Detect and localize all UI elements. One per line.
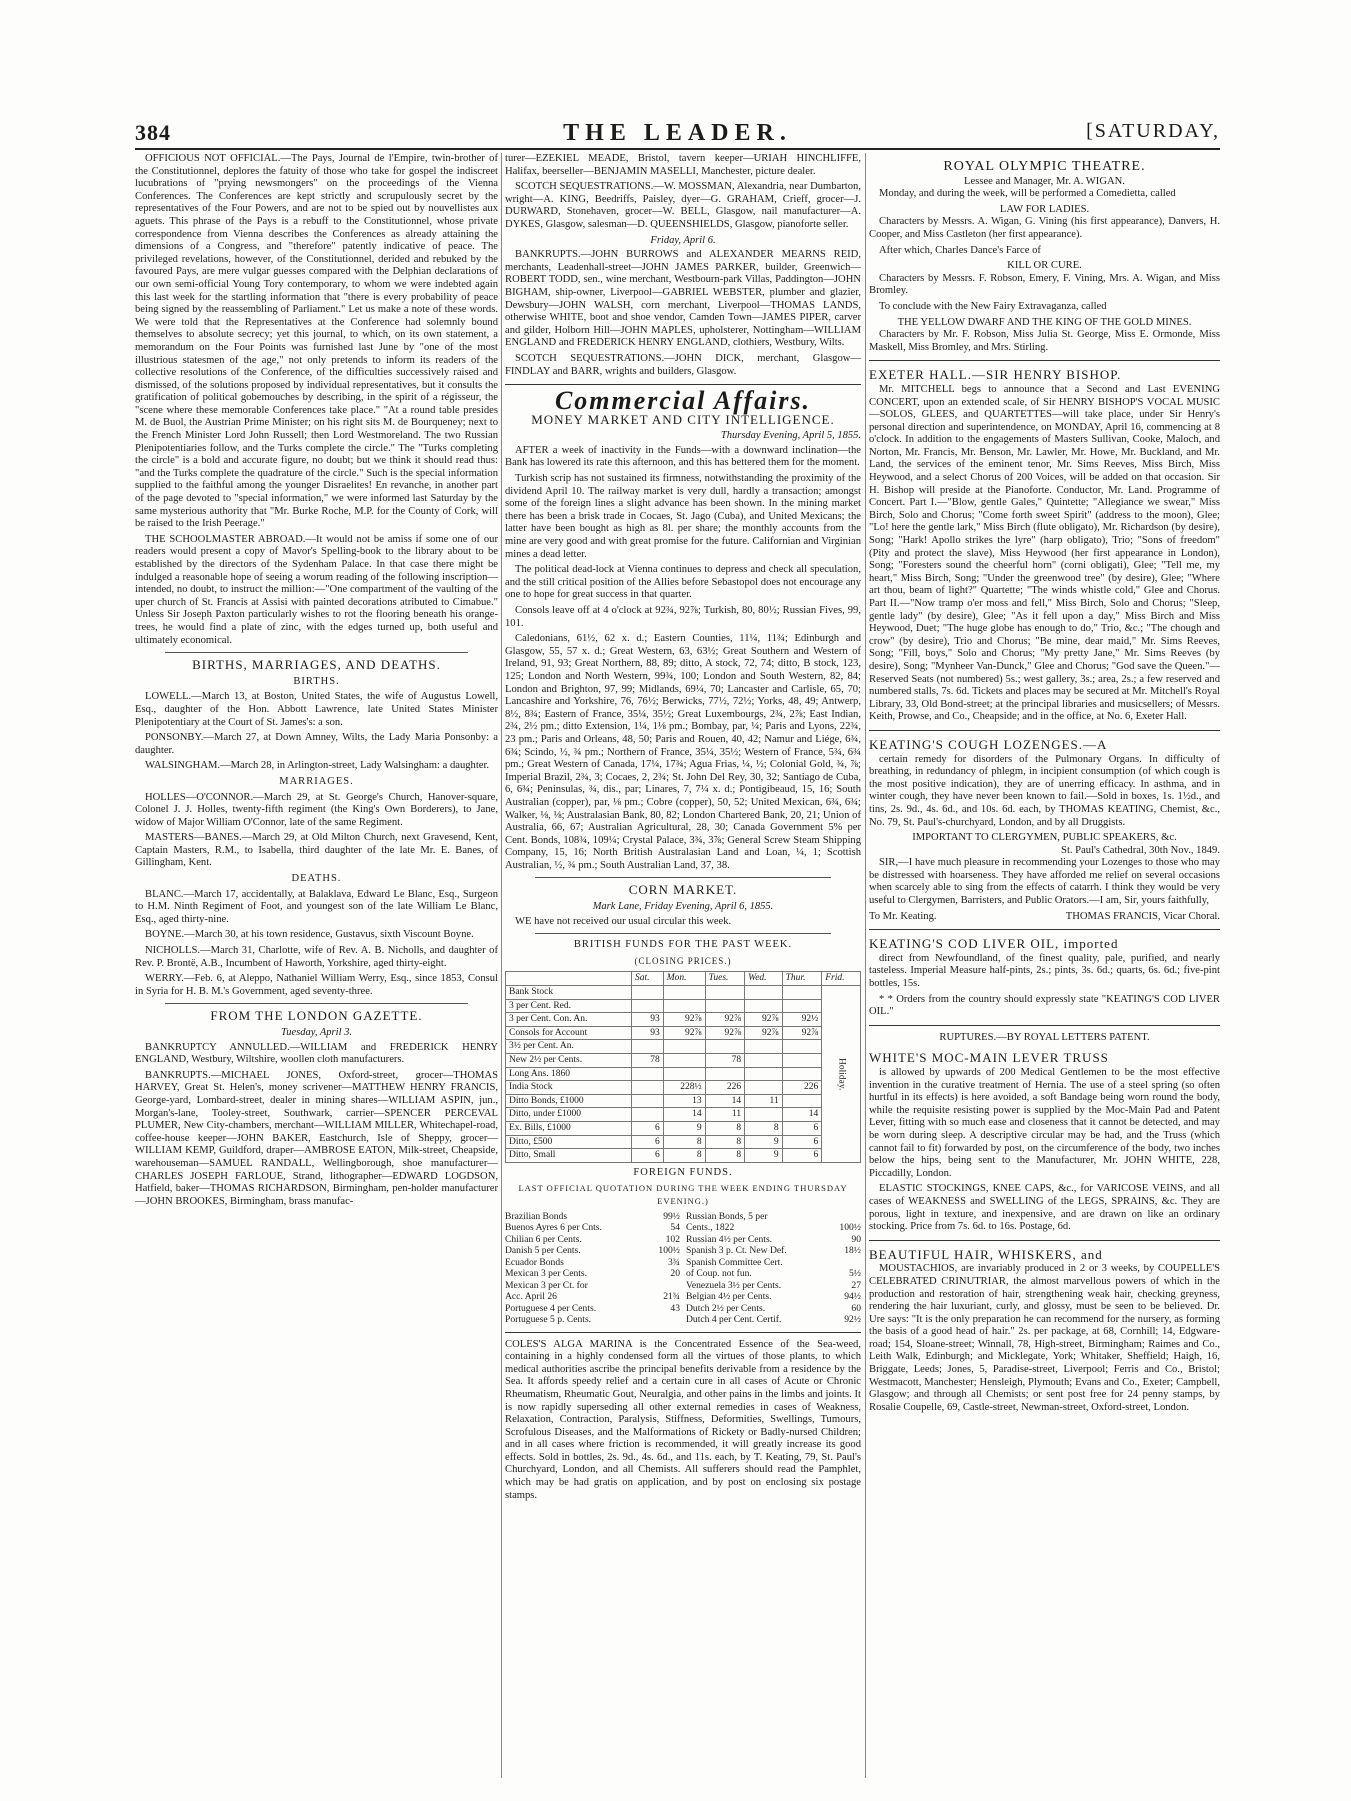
fund-price-cell [745, 1108, 782, 1122]
gazette-friday-bankrupts: BANKRUPTS.—JOHN BURROWS and ALEXANDER MEARNS REID, merchants, Leadenhall-street—JOHN JAMES PARKER, builder, Greenwich—ROBERT TODD, sen., wine merchant, Westbourn-park Villas, Paddington—JOHN BIGHAM, ship-owner, Liverpool—GABRIEL WEBSTER, plumber and glazier, Dewsbury—JOHN WALSH, corn merchant, Liverpool—THOMAS LANDS, otherwise WHITE, boot and shoe vendor, Camden Town—JAMES PIPER, carver and gilder, Holborn Hill—JOHN MAPLES, upholsterer, Nottingham—WILLIAM ENGLAND and FREDERICK HENRY ENGLAND, clothiers, Westbury, Wilts. [505, 249, 861, 349]
foreign-fund-row [505, 1222, 680, 1234]
fund-price-cell: 8 [745, 1121, 782, 1135]
ad-codliver-note: * * Orders from the country should expressly state "KEATING'S COD LIVER OIL." [869, 993, 1220, 1018]
fund-name-cell: Ditto, Small [506, 1149, 632, 1163]
foreign-fund-name: Belgian 4½ per Cents. [686, 1291, 772, 1303]
foreign-fund-price: 27 [851, 1279, 861, 1291]
article-officious: OFFICIOUS NOT OFFICIAL.—The Pays, Journal de l'Empire, twin-brother of the Constitutionnel, deplores the fatuity of those who take for gospel the indiscreet lucubrations of "prying newsmongers" on the proceedings of the Vienna Conferences. The Conferences are kept strictly and scrupulously secret by the representatives of the Four Powers, and are not to be spied out by nouvellistes aux aguets. This phrase of the Pays is a rebuff to the Constitutionnel, whose private correspondence from Vienna describes the Conferences as already attaining the dimensions of a Congress, and "therefore" patently indicative of peace. The privileged revelations, however, of the Constitutionnel, derided and rebuked by the favoured Pays, are mere vulgar guesses compared with the Delphian declarations of our own semi-official Young Tory contemporary, to whom we were indebted again this last week for the startling information that "there is every probability of peace being signed by the reassembling of Parliament." Let us make a note of these words. We were told that the Representatives at the Conference had solemnly bound themselves to absolute secrecy; yet this journal, to which, on its own statement, a memorandum on the Four Points was furnished last June by "one of the most illustrious statesmen of the age," not only pretends to inform its readers of the collective resolutions of the Conference, of the difficulties successively raised and dismissed, of the solutions proposed by individual representatives, but it consults the gratification of political gobemouches by describing, in the spirit of a régisseur, the "scene where these memorable Conferences take place." "At a round table presides M. de Buol, the Austrian Prime Minister; on his right sits M. de Bourqueney; next to the French Minister Lord John Russell; then Lord Westmoreland. The two Russian Plenipotentiaries follow, and the Turks complete the circle." The "Turks completing the circle" is a bold and accurate figure, no doubt; but we think it should read thus: "and the Turks complete the quadrature of the circle." Such is the special information supplied to the faithful among the younger Disraelites! En revanche, in another part of the page devoted to "special information," we were informed last Saturday by the same mysterious authority that "Mr. Burke Roche, M.P. for the County of Cork, will be raised to the Irish Peerage." [135, 153, 498, 530]
fund-price-cell: 6 [631, 1149, 663, 1163]
table-row [506, 1013, 861, 1027]
fund-name-cell: New 2½ per Cents. [506, 1054, 632, 1068]
fund-price-cell [745, 1067, 782, 1081]
table-header [506, 972, 632, 986]
foreign-fund-name: Ecuador Bonds [505, 1256, 564, 1268]
holiday-cell: Holiday. [822, 986, 861, 1163]
foreign-funds-table [505, 1211, 861, 1326]
foreign-fund-name: Danish 5 per Cents. [505, 1245, 581, 1257]
ad-olympic-play: LAW FOR LADIES. [999, 203, 1090, 215]
fund-price-cell: 8 [705, 1149, 745, 1163]
fund-price-cell [663, 1040, 705, 1054]
fund-price-cell: 8 [663, 1149, 705, 1163]
foreign-fund-name: Venezuela 3½ per Cents. [686, 1279, 782, 1291]
fund-price-cell [745, 1054, 782, 1068]
foreign-fund-price: 43 [670, 1302, 680, 1314]
foreign-fund-name: Chilian 6 per Cents. [505, 1233, 582, 1245]
section-rule [869, 360, 1220, 361]
foreign-fund-row [505, 1245, 680, 1257]
foreign-fund-price: 60 [851, 1302, 861, 1314]
ad-olympic-play: THE YELLOW DWARF AND THE KING OF THE GOLD MINES. [897, 316, 1192, 328]
money-paragraph: The political dead-lock at Vienna continues to depress and check all speculation, and the still critical position of the Allies before Sebastopol does not encourage any one to hope for great success in that quarter. [505, 564, 861, 601]
ad-hair-text: MOUSTACHIOS, are invariably produced in 2 or 3 weeks, by COUPELLE'S CELEBRATED CRINUTRIAR, the almost marvellous powers of which in the production and restoration of hair, strengthening weak hair, checking greyness, rendering the hair luxuriant, curly, and glossy, must be seen to be believed. Dr. Ure says: "It is the only preparation he can recommend for the nursery, as forming the basis of a good head of hair." 2s. per package, at 68, Cornhill; 14, Edgware-road; 154, Sloane-street; Winnall, 78, High-street, Birmingham; Raimes and Co., Leith Walk, Edinburgh; and Micklegate, York; Whitaker, Sheffield; Haigh, 16, Briggate, Leeds; Jones, 5, Paradise-street, Liverpool; Ferris and Co., Bristol; Westmacott, Manchester; Hensleigh, Plymouth; Evans and Co., Exeter; Campbell, Glasgow; and through all Chemists; or sent post free for 24 penny stamps, by Rosalie Coupelle, 69, Castle-street, Newman-street, Oxford-street, London. [869, 1263, 1220, 1413]
money-market-heading: MONEY MARKET AND CITY INTELLIGENCE. [531, 411, 835, 427]
fund-price-cell: 14 [705, 1094, 745, 1108]
ad-clergy-heading: IMPORTANT TO CLERGYMEN, PUBLIC SPEAKERS, &c. [912, 832, 1177, 844]
foreign-fund-row [686, 1280, 861, 1292]
foreign-fund-name: Mexican 3 per Ct. for [505, 1279, 588, 1291]
fund-price-cell: 92½ [782, 1013, 822, 1027]
foreign-fund-price: 54 [670, 1222, 680, 1234]
foreign-fund-name: Dutch 4 per Cent. Certif. [686, 1314, 782, 1326]
foreign-fund-row [686, 1291, 861, 1303]
ad-keating-text: certain remedy for disorders of the Pulmonary Organs. In difficulty of breathing, in redundancy of phlegm, in incipient consumption (of which cough is the most positive indication), they are of unerring efficacy. In asthma, and in winter cough, they have never been known to fail.—Sold in boxes, 1s. 1½d., and tins, 2s. 9d., 4s. 6d., and 10s. 6d. each, by THOMAS KEATING, Chemist, &c., No. 79, St. Paul's-churchyard, London, and by all Druggists. [869, 753, 1220, 828]
table-header: Frid. [822, 972, 861, 986]
table-row [506, 1067, 861, 1081]
ad-clergy-signer: THOMAS FRANCIS, Vicar Choral. [1065, 910, 1220, 922]
section-rule [505, 1332, 861, 1333]
fund-price-cell [782, 1054, 822, 1068]
foreign-funds-subheading: LAST OFFICIAL QUOTATION DURING THE WEEK ENDING THURSDAY EVENING.) [518, 1183, 848, 1206]
gazette-date: Tuesday, April 3. [281, 1027, 352, 1038]
column-divider [501, 153, 502, 1778]
foreign-fund-name: Brazilian Bonds [505, 1210, 568, 1222]
foreign-fund-price: 21¾ [663, 1291, 680, 1303]
foreign-fund-row [686, 1257, 861, 1269]
table-header: Thur. [782, 972, 822, 986]
foreign-fund-row [686, 1268, 861, 1280]
foreign-fund-price: 18½ [844, 1245, 861, 1257]
fund-price-cell: 11 [745, 1094, 782, 1108]
fund-price-cell [782, 1067, 822, 1081]
fund-price-cell: 92⅞ [663, 1026, 705, 1040]
ad-whites-heading: WHITE'S MOC-MAIN LEVER TRUSS [869, 1050, 1109, 1066]
fund-name-cell: Long Ans. 1860 [506, 1067, 632, 1081]
money-market-date: Thursday Evening, April 5, 1855. [720, 430, 861, 442]
section-rule [535, 933, 831, 934]
column-two [505, 153, 861, 1793]
fund-price-cell [631, 986, 663, 1000]
foreign-fund-price: 3¾ [668, 1256, 680, 1268]
article-schoolmaster: THE SCHOOLMASTER ABROAD.—It would not be amiss if some one of our readers would present a copy of Mavor's Spelling-book to the library about to be established by the directors of the Sydenham Palace. In that case there might be indulged a reasonable hope of seeing a worum reading of the following inscription—intended, no doubt, to instruct the million:—"One compartment of the vaulting of the uper church of St. Francis at Assisi with painted decorations atributed to Cimabue." Unless Sir Joseph Paxton particularly wishes to rot the flooring beneath his orange-trees, he would find a plate of zinc, with the edges turned up, both useful and ultimately economical. [135, 533, 498, 646]
fund-price-cell [631, 1067, 663, 1081]
fund-price-cell: 6 [782, 1149, 822, 1163]
fund-price-cell [782, 1094, 822, 1108]
notice-death: NICHOLLS.—March 31, Charlotte, wife of Rev. A. B. Nicholls, and daughter of Rev. P. Brontë, A.B., Incumbent of Haworth, Yorkshire, aged thirty-eight. [135, 945, 498, 969]
fund-price-cell [663, 1067, 705, 1081]
british-funds-subheading: (CLOSING PRICES.) [634, 955, 732, 966]
fund-price-cell: 9 [745, 1149, 782, 1163]
table-row [506, 1094, 861, 1108]
fund-price-cell: 78 [631, 1054, 663, 1068]
table-row [506, 1040, 861, 1054]
fund-price-cell: 92⅞ [663, 1013, 705, 1027]
ad-hair-heading: BEAUTIFUL HAIR, WHISKERS, and [869, 1246, 1103, 1262]
fund-price-cell: 92⅞ [705, 1026, 745, 1040]
foreign-fund-name: Portuguese 5 p. Cents. [505, 1314, 592, 1326]
foreign-fund-price: 100½ [839, 1222, 861, 1234]
fund-price-cell [663, 1054, 705, 1068]
section-heading-bmd: BIRTHS, MARRIAGES, AND DEATHS. [192, 657, 441, 673]
foreign-fund-row [686, 1234, 861, 1246]
notice-birth: LOWELL.—March 13, at Boston, United States, the wife of Augustus Lowell, Esq., daughter of the Hon. Abbott Lawrence, late United States Minister Plenipotentiary at the Court of St. James's: a son. [135, 691, 498, 728]
fund-price-cell: 6 [782, 1135, 822, 1149]
notice-death: WERRY.—Feb. 6, at Aleppo, Nathaniel William Werry, Esq., since 1853, Consul in Syria for H. B. M.'s Government, aged seventy-three. [135, 973, 498, 997]
fund-price-cell: 14 [782, 1108, 822, 1122]
table-row [506, 1149, 861, 1163]
british-funds-heading: BRITISH FUNDS FOR THE PAST WEEK. [573, 939, 793, 951]
fund-price-cell [782, 1040, 822, 1054]
fund-price-cell: 6 [631, 1135, 663, 1149]
table-row [506, 986, 861, 1000]
fund-price-cell [745, 986, 782, 1000]
fund-price-cell [663, 999, 705, 1013]
section-heading-commercial: Commercial Affairs. [554, 386, 812, 416]
foreign-fund-row [505, 1314, 680, 1326]
gazette-annulled: BANKRUPTCY ANNULLED.—WILLIAM and FREDERICK HENRY ENGLAND, Westbury, Wiltshire, woollen cloth manufacturers. [135, 1041, 498, 1066]
gazette-bankrupts: BANKRUPTS.—MICHAEL JONES, Oxford-street, grocer—THOMAS HARVEY, Great St. Helen's, money scrivener—MATTHEW HENRY FRANCIS, George-yard, Lombard-street, dealer in mining shares—WILLIAM ASPIN, jun., Morgan's-lane, Tooley-street, Southwark, carrier—SPENCER PERCEVAL PLUMER, New City-chambers, merchant—WILLIAM MILLER, Whitechapel-road, coffee-house keeper—JOHN BAKER, Eastchurch, Isle of Sheppy, grocer—WILLIAM KEMP, Guildford, draper—AMBROSE EATON, Milk-street, Cheapside, warehouseman—SAMUEL RANDALL, Wellingborough, shoe manufacturer—CHARLES JOSEPH FARLOUE, Strand, lithographer—EDWARD LOGDSON, Hatfield, baker—THOMAS RICHARDSON, Birmingham, pen-holder manufacturer—JOHN BROOKES, Birmingham, brass manufac- [135, 1069, 498, 1207]
ad-olympic-text: Characters by Messrs. A. Wigan, G. Vining (his first appearance), Danvers, H. Cooper, and Miss Castleton (her first appearance). [869, 216, 1220, 240]
ad-exeter-text: Mr. MITCHELL begs to announce that a Second and Last EVENING CONCERT, upon an extended scale, of Sir HENRY BISHOP'S VOCAL MUSIC—SOLOS, GLEES, and QUARTETTES—will take place, under Sir Henry's personal direction and superintendence, on MONDAY, April 16, commencing at 8 o'clock. In addition to the engagements of Masters Sullivan, Cooke, Maloch, and Norton, Mr. Francis, Mr. Benson, Mr. Lawler, Mr. Howe, Mr. Buckland, and Mr. Land, the services of the eminent tenor, Mr. Sims Reeves, Miss Birch, Miss Heywood, and a select Chorus of 200 Voices, will be added on that occasion. Sir H. Bishop will preside at the Pianoforte. Conductor, Mr. Land. Programme of Concert. Part I.—"Blow, gentle Gales," Quintette; "Allegiance we swear," Miss Birch, Solo and Chorus; "Come forth sweet Spirit" (address to the moon), Glee; "Lo! here the gentle lark," Miss Birch (flute obligato), Mr. Richardson (by desire), Song; "Hark! Apollo strikes the lyre" (harp obligato), Trio; "Sons of freedom" (Pity and protect the slave), Miss Heywood (her first appearance in London), Song; "Foresters sound the cheerful horn" (corni obligati), Glee; "Tell me, my heart," Miss Birch, Song; "Under the greenwood tree" (by desire), Glee; "Where art thou, beam of light?" Quartette; "The winds whistle cold," Glee and Chorus. Part II.—"Now tramp o'er moss and fell," Miss Birch, Solo and Chorus; "Sleep, gentle lady" (by desire), Glee; "As it fell upon a day," Miss Birch and Miss Heywood, Duet; "The huge globe has enough to do," Trio, &c.; "The chough and crow" (by desire), Trio and Chorus; "Be mine, dear maid," Mr. Sims Reeves, Song; "Fill, boys," Solo and Chorus; "My pretty Jane," Mr. Sims Reeves (by desire), Song; "Mynheer Van-Dunck," Glee and Chorus; "God save the Queen."—Reserved Seats (not numbered) 5s.; west gallery, 3s.; area, 2s.; a few reserved and numbered stalls, 7s. 6d. Tickets and places may be secured at Mr. Mitchell's Royal Library, 33, Old Bond-street; at the principal libraries and musicsellers; of Messrs. Keith, Prowse, and Co., Cheapside; and in the office, at No. 6, Exeter Hall. [869, 383, 1220, 723]
foreign-fund-row [686, 1314, 861, 1326]
fund-price-cell [745, 1040, 782, 1054]
fund-price-cell [631, 1040, 663, 1054]
ad-clergy-date: St. Paul's Cathedral, 30th Nov., 1849. [1061, 844, 1220, 856]
fund-price-cell [631, 1094, 663, 1108]
table-row [506, 1121, 861, 1135]
foreign-fund-row [505, 1257, 680, 1269]
section-heading-gazette: FROM THE LONDON GAZETTE. [210, 1008, 423, 1024]
fund-price-cell: 92⅞ [705, 1013, 745, 1027]
ad-olympic-text: To conclude with the New Fairy Extravaganza, called [879, 300, 1107, 312]
foreign-fund-name: Russian Bonds, 5 per [686, 1210, 768, 1222]
fund-price-cell: 8 [705, 1135, 745, 1149]
foreign-fund-name: Acc. April 26 [505, 1291, 557, 1303]
foreign-fund-price: 20 [670, 1268, 680, 1280]
section-rule [535, 877, 831, 878]
column-divider [865, 153, 866, 1778]
foreign-fund-price: 90 [851, 1233, 861, 1245]
foreign-fund-price: 100½ [658, 1245, 680, 1257]
fund-price-cell [782, 999, 822, 1013]
fund-price-cell: 92⅞ [782, 1026, 822, 1040]
fund-price-cell: 93 [631, 1026, 663, 1040]
fund-price-cell: 228½ [663, 1081, 705, 1095]
table-row [506, 1054, 861, 1068]
table-row [506, 999, 861, 1013]
foreign-fund-row [686, 1303, 861, 1315]
foreign-fund-row [505, 1291, 680, 1303]
notice-marriage: MASTERS—BANES.—March 29, at Old Milton Church, next Gravesend, Kent, Captain Masters, R.M., to Isabella, third daughter of the late Mr. E. Banes, of Gillingham, Kent. [135, 832, 498, 869]
fund-price-cell: 6 [782, 1121, 822, 1135]
money-paragraph: Caledonians, 61½, 62 x. d.; Eastern Counties, 11¼, 11¾; Edinburgh and Glasgow, 55, 57 x. d.; Great Western, 63, 63½; Great Southern and Western of Ireland, 91, 93; Great Northern, 88, 89; ditto, A stock, 72, 74; ditto, B stock, 123, 125; London and North Western, 99¾, 100; London and South Western, 82, 84; London and Brighton, 97, 99; Midlands, 69¼, 70; Lancaster and Carlisle, 65, 70; Lancashire and Yorkshire, 76, 76½; Berwicks, 77½, 72½; Yorks, 48, 49; Antwerp, 8½, 8¾; Eastern of France, 35¼, 35½; Great Luxembourgs, 2¾, 2⅞; East Indian, 2¾, 2½ pm.; ditto Extension, 1¼, 1⅛ pm.; Bombay, par, ¼; Paris and Lyons, 22¾, 23 pm.; Paris and Orleans, 48, 50; Paris and Rouen, 40, 42; Namur and Liége, 6¾, 6¾; Scindo, ½, ¾ pm.; Northern of France, 35¼, 35½; Western of France, 5¾, 6¾ pm.; Great Western of Canada, 17¼, 17¾; Agua Frias, ¼, ½; Colonial Gold, ¾, ⅞; Imperial Brazil, 2¾, 3; Cocaes, 2, 2¾; St. John Del Rey, 30, 32; Santiago de Cuba, 6, 6¾; Peninsulas, ¾, dis., par; Linares, 7, 7¼ x. d.; Pontigibeaud, 15, 16; South Australian (copper), par, ⅛ pm.; Cobre (copper), 50, 52; United Mexican, 6¾, 6¾; Walker, ⅛, ⅛; Australasian Bank, 80, 82; London Chartered Bank, 20, 21; Union of Australia, 66, 67; Australian Agricultural, 28, 30; Canada Government 5% per Cent. Bonds, 108¾, 109¼; Crystal Palace, 3¾, 3⅞; General Screw Steam Shipping Company, 15, 16; North British Australasian Land and Loan, ¼, 1; Scottish Australian, ½, ¾ pm.; South Australian Land, 37, 38. [505, 633, 861, 871]
foreign-fund-name: of Coup. not fun. [686, 1268, 752, 1280]
subheading-births: BIRTHS. [293, 675, 340, 687]
table-header: Mon. [663, 972, 705, 986]
gazette-friday-date: Friday, April 6. [650, 234, 716, 246]
ad-exeter-heading: EXETER HALL.—SIR HENRY BISHOP. [869, 367, 1122, 383]
fund-price-cell [705, 1040, 745, 1054]
fund-name-cell: Bank Stock [506, 986, 632, 1000]
section-rule [869, 1025, 1220, 1026]
fund-name-cell: India Stock [506, 1081, 632, 1095]
fund-price-cell: 92⅞ [745, 1013, 782, 1027]
fund-price-cell [782, 986, 822, 1000]
fund-price-cell [631, 999, 663, 1013]
foreign-fund-row [686, 1245, 861, 1257]
foreign-fund-row [505, 1303, 680, 1315]
ad-olympic-text: Characters by Messrs. F. Robson, Emery, F. Vining, Mrs. A. Wigan, and Miss Bromley. [869, 272, 1220, 297]
ad-olympic-text: Monday, and during the week, will be performed a Comedietta, called [879, 188, 1176, 200]
fund-price-cell: 9 [745, 1135, 782, 1149]
ad-olympic-heading: ROYAL OLYMPIC THEATRE. [943, 159, 1146, 174]
fund-price-cell: 78 [705, 1054, 745, 1068]
fund-name-cell: Ditto, under £1000 [506, 1108, 632, 1122]
ad-olympic-text: After which, Charles Dance's Farce of [879, 244, 1041, 256]
foreign-fund-row [505, 1268, 680, 1280]
foreign-fund-row [686, 1222, 861, 1234]
ad-olympic-text: Characters by Mr. F. Robson, Miss Julia St. George, Miss E. Ormonde, Miss Maskell, Miss Bromley, and Mrs. Stirling. [869, 329, 1220, 353]
fund-price-cell: 13 [663, 1094, 705, 1108]
foreign-fund-name: Russian 4½ per Cents. [686, 1233, 773, 1245]
fund-name-cell: 3 per Cent. Red. [506, 999, 632, 1013]
section-rule [505, 384, 861, 385]
british-funds-table [505, 971, 861, 1162]
fund-name-cell: 3½ per Cent. An. [506, 1040, 632, 1054]
page-number: 384 [135, 120, 171, 145]
table-header-row [506, 972, 861, 986]
fund-price-cell [663, 986, 705, 1000]
ad-olympic-lessee: Lessee and Manager, Mr. A. WIGAN. [964, 175, 1125, 187]
fund-price-cell: 226 [705, 1081, 745, 1095]
foreign-funds-right [686, 1211, 861, 1326]
ad-coles-alga-marina: COLES'S ALGA MARINA is the Concentrated Essence of the Sea-weed, containing in a highly condensed form all the virtues of those plants, to which medical authorities ascribe the principal benefits derivable from a residence by the Sea. It affords speedy relief and a certain cure in all cases of Acute or Chronic Rheumatism, Rheumatic Gout, Neuralgia, and other pains in the limbs and joints. It is now rapidly superseding all other external remedies in cases of Weakness, Relaxation, Contraction, Paralysis, Stiffness, Deformities, Swellings, Tumours, Scrofulous Diseases, and the Malformations of Rickety or Badly-nursed Children; and in all cases where friction is recommended, it will greatly increase its good effects. Sold in bottles, 2s. 9d., 4s. 6d., and 11s. each, by T. Keating, 79, St. Paul's Churchyard, London, and all Chemists. All sufferers should read the Pamphlet, which may be had gratis on application, and by post on enclosing six postage stamps. [505, 1338, 861, 1501]
foreign-fund-name: Cents., 1822 [686, 1222, 735, 1234]
section-rule [869, 929, 1220, 930]
fund-price-cell [631, 1081, 663, 1095]
subheading-deaths: DEATHS. [291, 873, 342, 885]
section-rule [869, 1240, 1220, 1241]
notice-birth: WALSINGHAM.—March 28, in Arlington-street, Lady Walsingham: a daughter. [145, 760, 490, 772]
gazette-continued: turer—EZEKIEL MEADE, Bristol, tavern keeper—URIAH HINCHLIFFE, Halifax, beerseller—BENJAMIN MASELLI, Manchester, picture dealer. [505, 153, 861, 177]
foreign-fund-price: 92½ [844, 1314, 861, 1326]
fund-name-cell: Ditto Bonds, £1000 [506, 1094, 632, 1108]
ad-rupture-heading: RUPTURES.—BY ROYAL LETTERS PATENT. [939, 1031, 1150, 1043]
fund-price-cell: 93 [631, 1013, 663, 1027]
foreign-funds-heading: FOREIGN FUNDS. [633, 1166, 733, 1178]
ad-elastic-text: ELASTIC STOCKINGS, KNEE CAPS, &c., for VARICOSE VEINS, and all cases of WEAKNESS and SWELLING of the LEGS, SPRAINS, &c. They are porous, light in texture, and inexpensive, and are drawn on like an ordinary stocking. Price from 7s. 6d. to 16s. Postage, 6d. [869, 1183, 1220, 1233]
foreign-fund-name: Spanish Committee Cert. [686, 1256, 783, 1268]
section-rule [165, 652, 468, 653]
corn-market-heading: CORN MARKET. [628, 882, 738, 898]
column-three [869, 153, 1220, 1793]
table-row [506, 1135, 861, 1149]
table-row [506, 1081, 861, 1095]
fund-price-cell: 8 [663, 1135, 705, 1149]
fund-price-cell [705, 986, 745, 1000]
foreign-fund-row [505, 1280, 680, 1292]
fund-price-cell [705, 1067, 745, 1081]
notice-death: BOYNE.—March 30, at his town residence, Gustavus, sixth Viscount Boyne. [145, 929, 474, 941]
fund-price-cell: 9 [663, 1121, 705, 1135]
notice-death: BLANC.—March 17, accidentally, at Balaklava, Edward Le Blanc, Esq., Surgeon to H.M. Ninth Regiment of Foot, and youngest son of the late William Le Blanc, Esq., aged thirty-nine. [135, 888, 498, 925]
fund-price-cell: 8 [705, 1121, 745, 1135]
fund-name-cell: 3 per Cent. Con. An. [506, 1013, 632, 1027]
fund-price-cell [631, 1108, 663, 1122]
fund-price-cell: 11 [705, 1108, 745, 1122]
ad-codliver-heading: KEATING'S COD LIVER OIL, imported [869, 936, 1119, 952]
fund-price-cell: 6 [631, 1121, 663, 1135]
section-rule [165, 1003, 468, 1004]
foreign-fund-row [505, 1211, 680, 1223]
fund-name-cell: Ex. Bills, £1000 [506, 1121, 632, 1135]
fund-price-cell [745, 1081, 782, 1095]
gazette-friday-scotch: SCOTCH SEQUESTRATIONS.—JOHN DICK, merchant, Glasgow—FINDLAY and BARR, wrights and builders, Glasgow. [505, 352, 861, 377]
fund-price-cell [745, 999, 782, 1013]
foreign-fund-name: Buenos Ayres 6 per Cnts. [505, 1222, 602, 1234]
table-header: Wed. [745, 972, 782, 986]
fund-price-cell [705, 999, 745, 1013]
foreign-fund-price: 5½ [849, 1268, 861, 1280]
foreign-fund-row [505, 1234, 680, 1246]
foreign-fund-name: Mexican 3 per Cents. [505, 1268, 588, 1280]
ad-olympic-play: KILL OR CURE. [1007, 260, 1082, 272]
ad-whites-text: is allowed by upwards of 200 Medical Gentlemen to be the most effective invention in the curative treatment of Hernia. The use of a steel spring (so often hurtful in its effects) is here avoided, a soft Bandage being worn round the body, while the requisite resisting power is supplied by the Moc-Main Pad and Patent Lever, fitting with so much ease and closeness that it cannot be detected, and may be worn during sleep. A descriptive circular may be had, and the Truss (which cannot fail to fit) forwarded by post, on the circumference of the body, two inches below the hips, being sent to the Manufacturer, Mr. JOHN WHITE, 228, Piccadilly, London. [869, 1067, 1220, 1179]
foreign-funds-left [505, 1211, 680, 1326]
fund-price-cell: 14 [663, 1108, 705, 1122]
foreign-fund-name: Dutch 2½ per Cents. [686, 1302, 766, 1314]
newspaper-title: THE LEADER. [563, 120, 792, 146]
fund-price-cell: 226 [782, 1081, 822, 1095]
british-funds-rows [506, 986, 861, 1163]
masthead-rule [135, 148, 1220, 150]
section-rule [869, 730, 1220, 731]
money-paragraph: Consols leave off at 4 o'clock at 92¾, 92⅞; Turkish, 80, 80½; Russian Fives, 99, 101. [505, 605, 861, 629]
gazette-scotch: SCOTCH SEQUESTRATIONS.—W. MOSSMAN, Alexandria, near Dumbarton, wright—A. KING, Beedriffs, Paisley, dyer—G. GRAHAM, Crieff, grocer—J. DURWARD, Stonehaven, grocer—W. BELL, Glasgow, nail manufacturer—A. DYKES, Glasgow, salesman—D. QUEENSHIELDS, Glasgow, pianoforte seller. [505, 181, 861, 230]
table-header: Tues. [705, 972, 745, 986]
foreign-fund-price: 99½ [663, 1210, 680, 1222]
foreign-fund-row [686, 1211, 861, 1223]
ad-clergy-signature [869, 911, 1220, 924]
table-row [506, 1108, 861, 1122]
foreign-fund-price: 102 [665, 1233, 680, 1245]
corn-market-date: Mark Lane, Friday Evening, April 6, 1855. [592, 901, 774, 913]
issue-day: [SATURDAY, [1086, 120, 1220, 142]
foreign-fund-name: Spanish 3 p. Ct. New Def. [686, 1245, 787, 1257]
notice-marriage: HOLLES—O'CONNOR.—March 29, at St. George's Church, Hanover-square, Colonel J. J. Holles, twenty-fifth regiment (the King's Own Borderers), to Jane, widow of Major William O'Connor, late of the same Regiment. [135, 791, 498, 828]
foreign-fund-name: Portuguese 4 per Cents. [505, 1302, 597, 1314]
ad-keating-heading: KEATING'S COUGH LOZENGES.—A [869, 736, 1108, 752]
subheading-marriages: MARRIAGES. [279, 775, 354, 787]
table-row [506, 1026, 861, 1040]
ad-clergy-text: SIR,—I have much pleasure in recommending your Lozenges to those who may be distressed with hoarseness. They have afforded me relief on several occasions when scarcely able to sing from the effects of catarrh. I think they would be very useful to Clergymen, Barristers, and Public Orators.—I am, Sir, yours faithfully, [869, 857, 1220, 907]
fund-name-cell: Consols for Account [506, 1026, 632, 1040]
notice-birth: PONSONBY.—March 27, at Down Amney, Wilts, the Lady Maria Ponsonby: a daughter. [135, 732, 498, 756]
corn-market-text: WE have not received our usual circular this week. [515, 915, 732, 927]
foreign-fund-price: 94½ [844, 1291, 861, 1303]
money-paragraph: Turkish scrip has not sustained its firmness, notwithstanding the proximity of the dividend April 10. The railway market is very dull, hardly a transaction; amongst some of the foreign lines a slight advance has been shown. In the mining market there has been a brisk trade in Cocaes, St. Jago (Cuba), and United Mexicans; the latter have been bought as high as 8l. per share; the monthly accounts from the mine are very good and with great promise for the future. Californian and Virginian mines a dead letter. [505, 473, 861, 560]
ad-codliver-text: direct from Newfoundland, of the finest quality, pale, purified, and nearly tasteless. Imperial Measure half-pints, 2s.; pints, 3s. 6d.; quarts, 6s. 6d.; five-pint bottles, 15s. [869, 952, 1220, 990]
money-paragraph: AFTER a week of inactivity in the Funds—with a downward inclination—the Bank has lowered its rate this afternoon, and this has bettered them for the moment. [505, 444, 861, 469]
column-one [135, 153, 498, 1793]
fund-price-cell: 92⅞ [745, 1026, 782, 1040]
masthead [135, 120, 1220, 146]
fund-name-cell: Ditto, £500 [506, 1135, 632, 1149]
ad-clergy-recipient: To Mr. Keating. [869, 910, 937, 922]
table-header: Sat. [631, 972, 663, 986]
